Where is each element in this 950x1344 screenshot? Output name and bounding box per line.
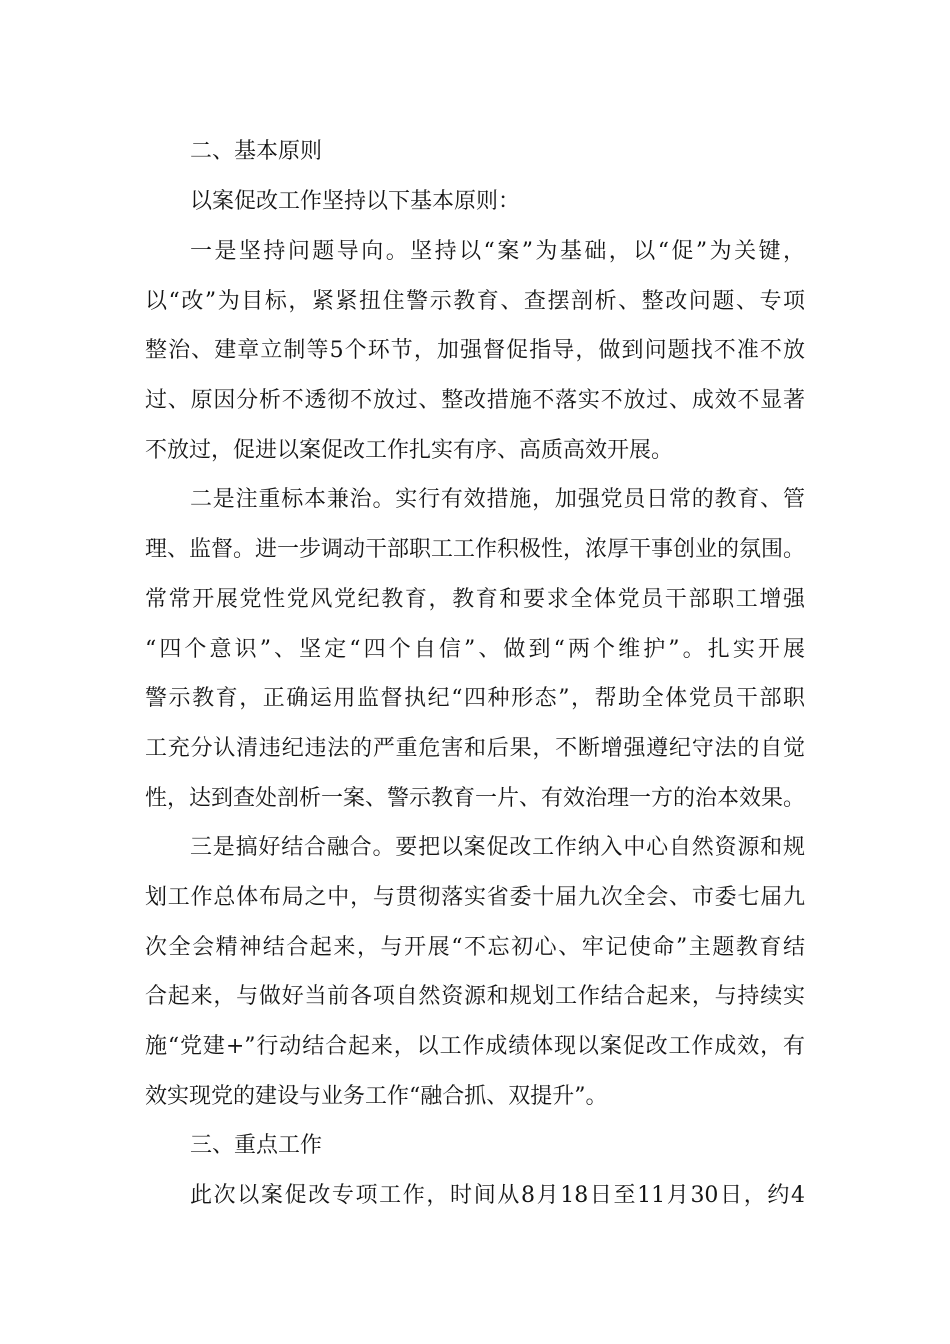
paragraph-line: 此次以案促改专项工作，时间从8月18日至11月30日，约4 — [190, 1183, 805, 1208]
paragraph-line: 一是坚持问题导向。坚持以“案”为基础，以“促”为关键， — [190, 239, 805, 264]
paragraph-line: 二是注重标本兼治。实行有效措施，加强党员日常的教育、管 — [190, 487, 805, 512]
section-heading-key-work: 三、重点工作 — [190, 1133, 323, 1158]
paragraph-line: 合起来，与做好当前各项自然资源和规划工作结合起来，与持续实 — [145, 984, 805, 1009]
paragraph-line: 整治、建章立制等5个环节，加强督促指导，做到问题找不准不放 — [145, 338, 805, 363]
paragraph-line: 警示教育，正确运用监督执纪“四种形态”，帮助全体党员干部职 — [145, 686, 805, 711]
paragraph-line: 性，达到查处剖析一案、警示教育一片、有效治理一方的治本效果。 — [145, 786, 806, 811]
paragraph-line: 划工作总体布局之中，与贯彻落实省委十届九次全会、市委七届九 — [145, 885, 805, 910]
paragraph-line: 不放过，促进以案促改工作扎实有序、高质高效开展。 — [145, 438, 674, 463]
section-heading-principles: 二、基本原则 — [190, 139, 323, 164]
paragraph-line: 次全会精神结合起来，与开展“不忘初心、牢记使命”主题教育结 — [145, 935, 805, 960]
paragraph-line: 以“改”为目标，紧紧扭住警示教育、查摆剖析、整改问题、专项 — [145, 289, 805, 314]
paragraph-line: 三是搞好结合融合。要把以案促改工作纳入中心自然资源和规 — [190, 835, 805, 860]
paragraph-line: 施“党建+”行动结合起来，以工作成绩体现以案促改工作成效，有 — [145, 1034, 805, 1059]
paragraph-line: 工充分认清违纪违法的严重危害和后果，不断增强遵纪守法的自觉 — [145, 736, 805, 761]
paragraph-line: 理、监督。进一步调动干部职工工作积极性，浓厚干事创业的氛围。 — [145, 537, 806, 562]
intro-line: 以案促改工作坚持以下基本原则： — [190, 189, 521, 214]
paragraph-line: “四个意识”、坚定“四个自信”、做到“两个维护”。扎实开展 — [145, 637, 805, 662]
paragraph-line: 常常开展党性党风党纪教育，教育和要求全体党员干部职工增强 — [145, 587, 805, 612]
paragraph-line: 效实现党的建设与业务工作“融合抓、双提升”。 — [145, 1084, 608, 1109]
paragraph-line: 过、原因分析不透彻不放过、整改措施不落实不放过、成效不显著 — [145, 388, 805, 413]
